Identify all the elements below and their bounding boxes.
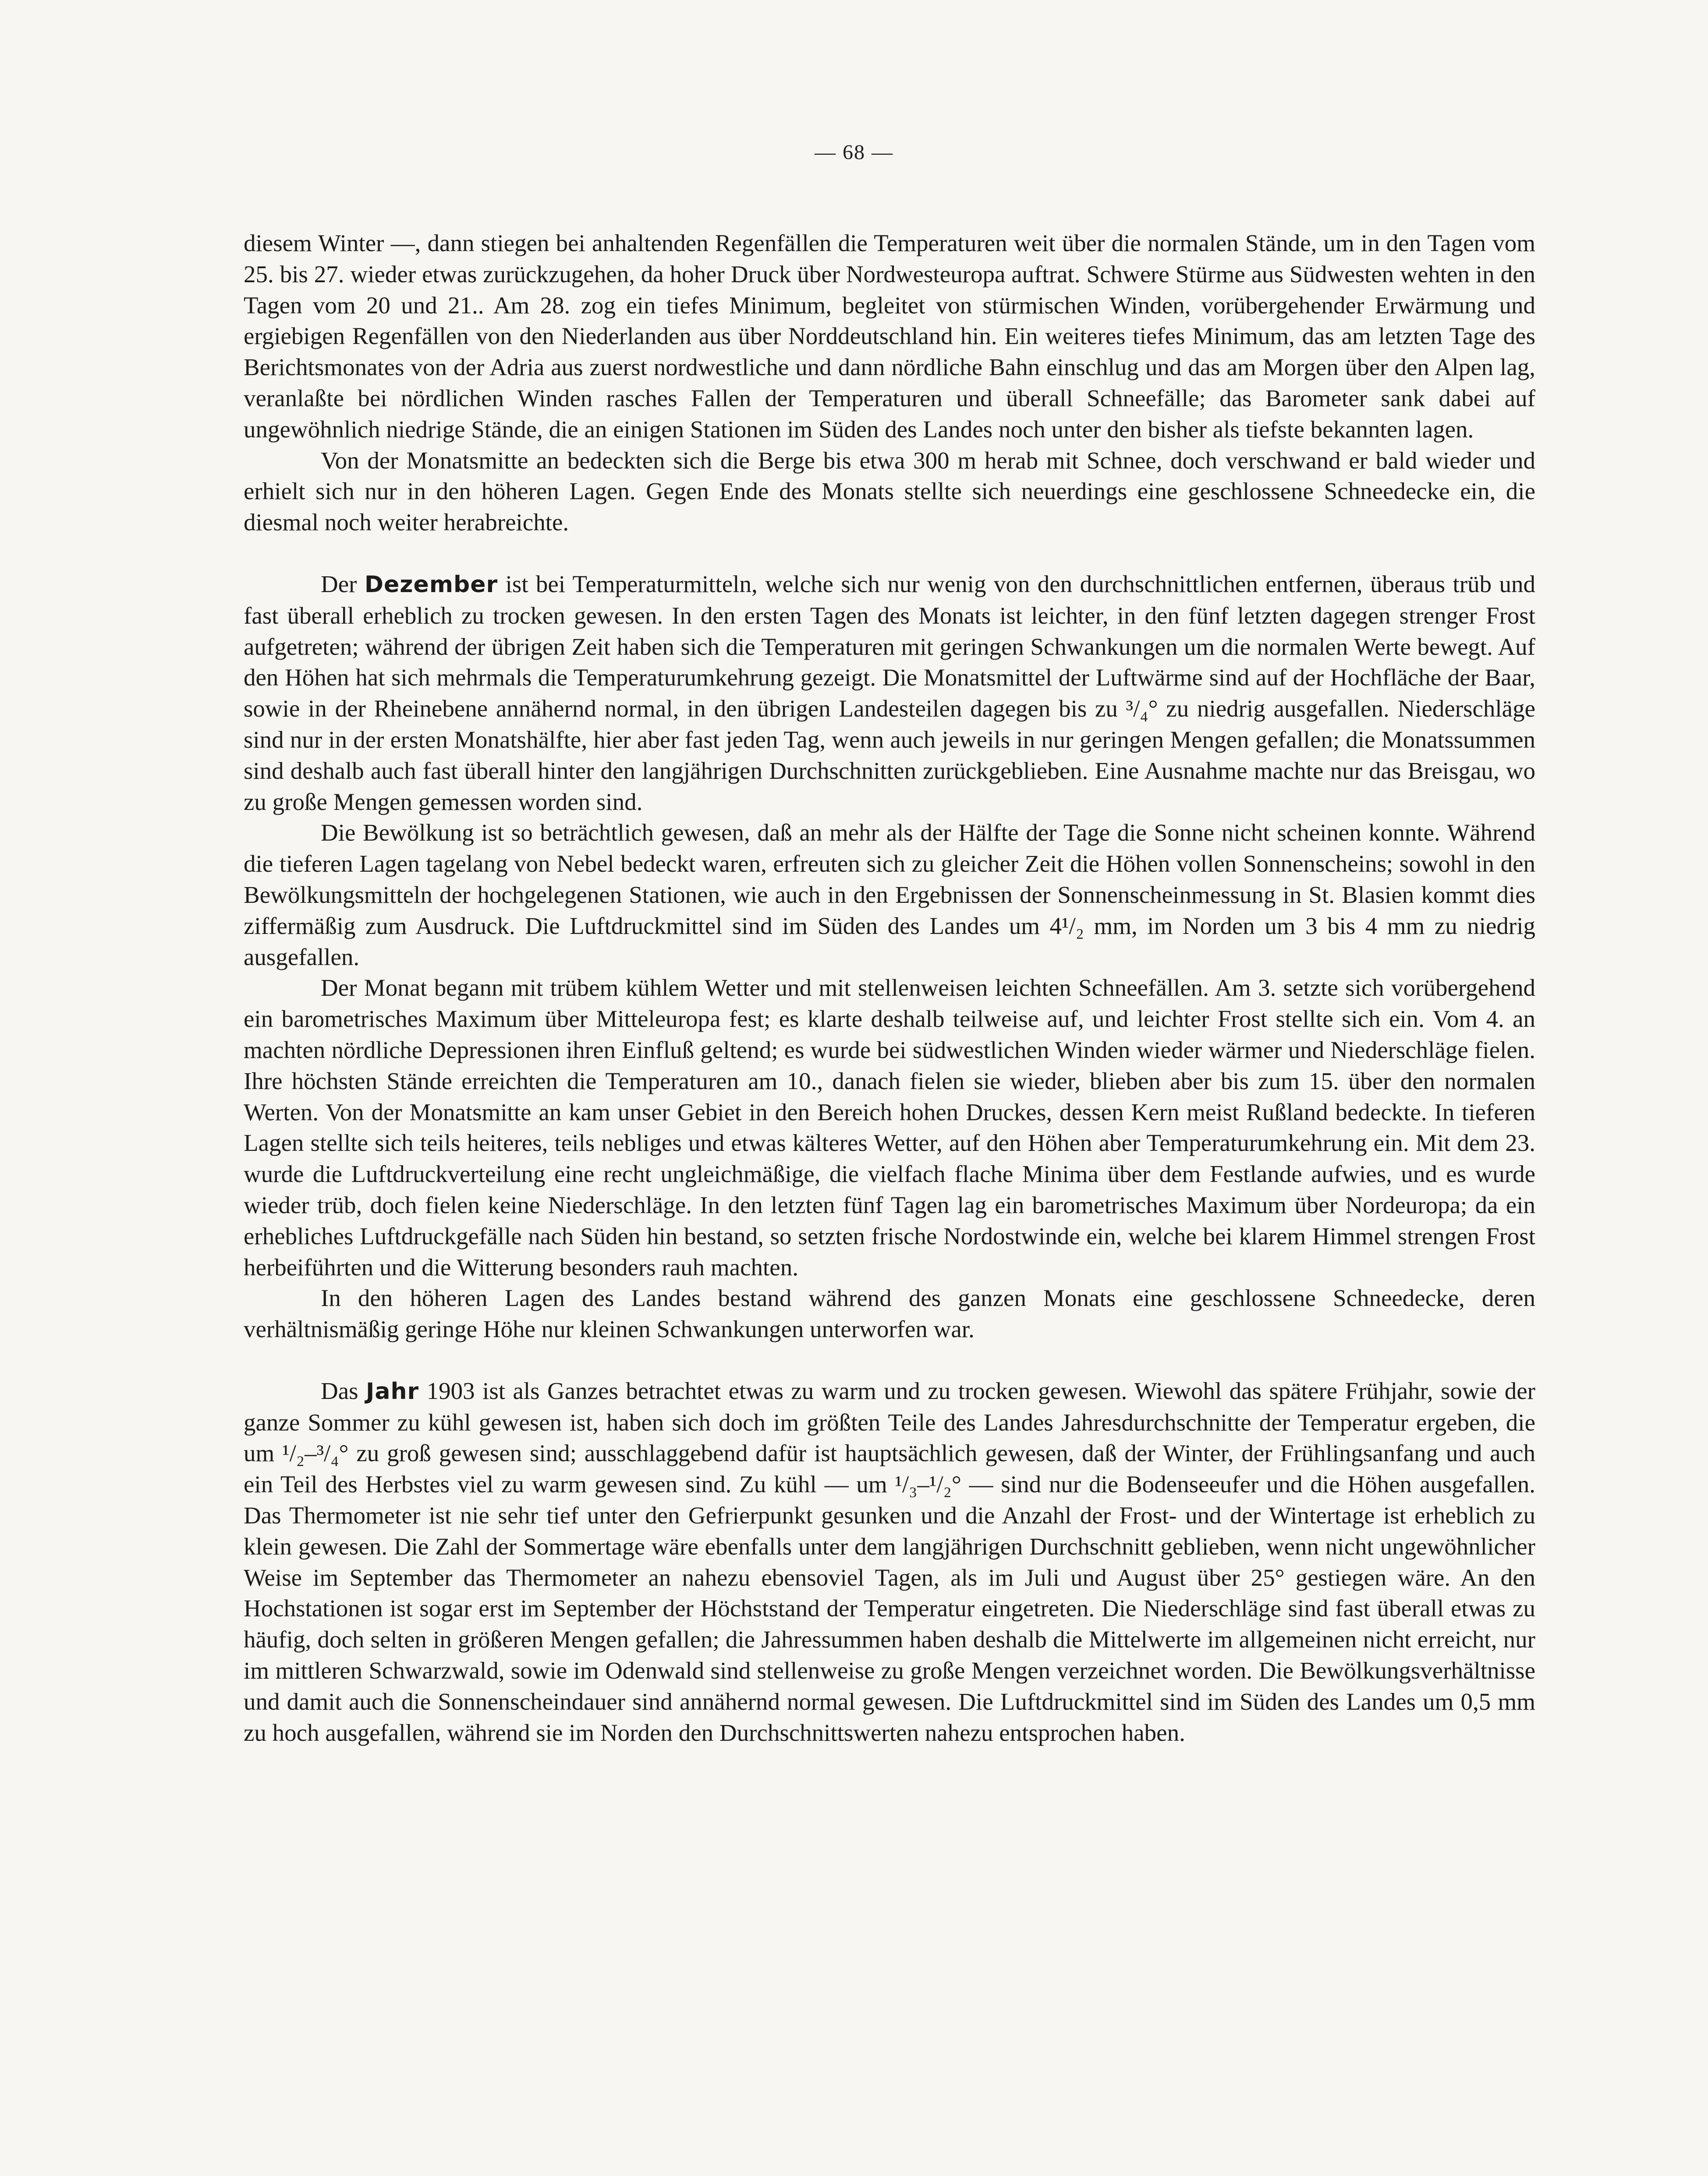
jahr-heading: Jahr [366, 1378, 419, 1405]
dezember-lead: Der [321, 570, 357, 597]
jahr-paragraph-1 [244, 1376, 1535, 1749]
dezember-paragraph-1 [244, 569, 1535, 817]
dezember-paragraph-3: Der Monat begann mit trübem kühlem Wetter und mit stellenweisen leichten Schneefällen. Am 3. setzte sich vorübergehend ein barometrisches Maximum über Mitteleuropa fest; es klarte deshalb teilweise auf, und leichter Frost stellte sich ein. Vom 4. an machten nördliche Depressionen ihren Einfluß geltend; es wurde bei südwestlichen Winden wieder wärmer und Niederschläge fielen. Ihre höchsten Stände erreichten die Temperaturen am 10., danach fielen sie wieder, blieben aber bis zum 15. über den normalen Werten. Von der Monatsmitte an kam unser Gebiet in den Bereich hohen Druckes, dessen Kern meist Rußland bedeckte. In tieferen Lagen stellte sich teils heiteres, teils nebliges und etwas kälteres Wetter, auf den Höhen aber Temperaturumkehrung ein. Mit dem 23. wurde die Luftdruckverteilung eine recht ungleichmäßige, die vielfach flache Minima über dem Festlande aufwies, und es wurde wieder trüb, doch fielen keine Niederschläge. In den letzten fünf Tagen lag ein barometrisches Maximum über Nordeuropa; da ein erhebliches Luftdruckgefälle nach Süden hin bestand, so setzten frische Nordostwinde ein, welche bei klarem Himmel strengen Frost herbeiführten und die Witterung besonders rauh machten. [244, 974, 1535, 1281]
november-paragraph-1: diesem Winter —, dann stiegen bei anhaltenden Regenfällen die Temperaturen weit über die normalen Stände, um in den Tagen vom 25. bis 27. wieder etwas zurückzugehen, da hoher Druck über Nordwesteuropa auftrat. Schwere Stürme aus Südwesten wehten in den Tagen vom 20 und 21.. Am 28. zog ein tiefes Minimum, begleitet von stürmischen Winden, vorübergehender Erwärmung und ergiebigen Regenfällen von den Niederlanden aus über Norddeutschland hin. Ein weiteres tiefes Minimum, das am letzten Tage des Berichtsmonates von der Adria aus zuerst nordwestliche und dann nördliche Bahn einschlug und das am Morgen über den Alpen lag, veranlaßte bei nördlichen Winden rasches Fallen der Temperaturen und überall Schneefälle; das Barometer sank dabei auf ungewöhnlich niedrige Stände, die an einigen Stationen im Süden des Landes noch unter den bisher als tiefste bekannten lagen. [244, 230, 1535, 443]
dezember-paragraph-1-text: ist bei Temperaturmitteln, welche sich nur wenig von den durchschnittlichen entfernen, überaus trüb und fast überall erheblich zu trocken gewesen. In den ersten Tagen des Monats ist leichter, in den fünf letzten dagegen strenger Frost aufgetreten; während der übrigen Zeit haben sich die Temperaturen mit geringen Schwankungen um die normalen Werte bewegt. Auf den Höhen hat sich mehrmals die Temperaturumkehrung gezeigt. Die Monatsmittel der Luftwärme sind auf der Hochfläche der Baar, sowie in der Rheinebene annähernd normal, in den übrigen Landesteilen dagegen bis zu ³/₄° zu niedrig ausgefallen. Niederschläge sind nur in der ersten Monatshälfte, hier aber fast jeden Tag, wenn auch jeweils in nur geringen Mengen gefallen; die Monatssummen sind deshalb auch fast überall hinter den langjährigen Durchschnitten zurückgeblieben. Eine Ausnahme machte nur das Breisgau, wo zu große Mengen gemessen worden sind. [244, 570, 1536, 815]
dezember-paragraph-2: Die Bewölkung ist so beträchtlich gewesen, daß an mehr als der Hälfte der Tage die Sonne nicht scheinen konnte. Während die tieferen Lagen tagelang von Nebel bedeckt waren, erfreuten sich zu gleicher Zeit die Höhen vollen Sonnenscheins; sowohl in den Bewölkungsmitteln der hochgelegenen Stationen, wie auch in den Ergebnissen der Sonnenscheinmessung in St. Blasien kommt dies ziffermäßig zum Ausdruck. Die Luftdruckmittel sind im Süden des Landes um 4¹/₂ mm, im Norden um 3 bis 4 mm zu niedrig ausgefallen. [244, 819, 1535, 970]
jahr-paragraph-1-text: 1903 ist als Ganzes betrachtet etwas zu warm und zu trocken gewesen. Wiewohl das spätere Frühjahr, sowie der ganze Sommer zu kühl gewesen ist, haben sich doch im größten Teile des Landes Jahresdurchschnitte der Temperatur ergeben, die um ¹/₂–³/₄° zu groß gewesen sind; ausschlaggebend dafür ist hauptsächlich gewesen, daß der Winter, der Frühlingsanfang und auch ein Teil des Herbstes viel zu warm gewesen sind. Zu kühl — um ¹/₃–¹/₂° — sind nur die Bodenseeufer und die Höhen ausgefallen. Das Thermometer ist nie sehr tief unter den Gefrierpunkt gesunken und die Anzahl der Frost- und der Wintertage ist erheblich zu klein gewesen. Die Zahl der Sommertage wäre ebenfalls unter dem langjährigen Durchschnitt geblieben, wenn nicht ungewöhnlicher Weise im September das Thermometer an nahezu ebensoviel Tagen, als im Juli und August über 25° gestiegen wäre. An den Hochstationen ist sogar erst im September der Höchststand der Temperatur eingetreten. Die Niederschläge sind fast überall etwas zu häufig, doch selten in größeren Mengen gefallen; die Jahressummen haben deshalb die Mittelwerte im allgemeinen nicht erreicht, nur im mittleren Schwarzwald, sowie im Odenwald sind stellenweise zu große Mengen verzeichnet worden. Die Bewölkungsverhältnisse und damit auch die Sonnenscheindauer sind annähernd normal gewesen. Die Luftdruckmittel sind im Süden des Landes um 0,5 mm zu hoch ausgefallen, während sie im Norden den Durchschnittswerten nahezu entsprochen haben. [244, 1377, 1535, 1746]
november-paragraph-2: Von der Monatsmitte an bedeckten sich die Berge bis etwa 300 m herab mit Schnee, doch verschwand er bald wieder und erhielt sich nur in den höheren Lagen. Gegen Ende des Monats stellte sich neuerdings eine geschlossene Schneedecke ein, die diesmal noch weiter herabreichte. [244, 447, 1535, 536]
jahr-lead: Das [321, 1377, 358, 1404]
page-number: — 68 — [815, 141, 893, 164]
dezember-paragraph-4: In den höheren Lagen des Landes bestand während des ganzen Monats eine geschlossene Schneedecke, deren verhältnismäßig geringe Höhe nur kleinen Schwankungen unterworfen war. [244, 1285, 1535, 1343]
page-body [244, 228, 1535, 1748]
dezember-heading: Dezember [364, 571, 498, 598]
